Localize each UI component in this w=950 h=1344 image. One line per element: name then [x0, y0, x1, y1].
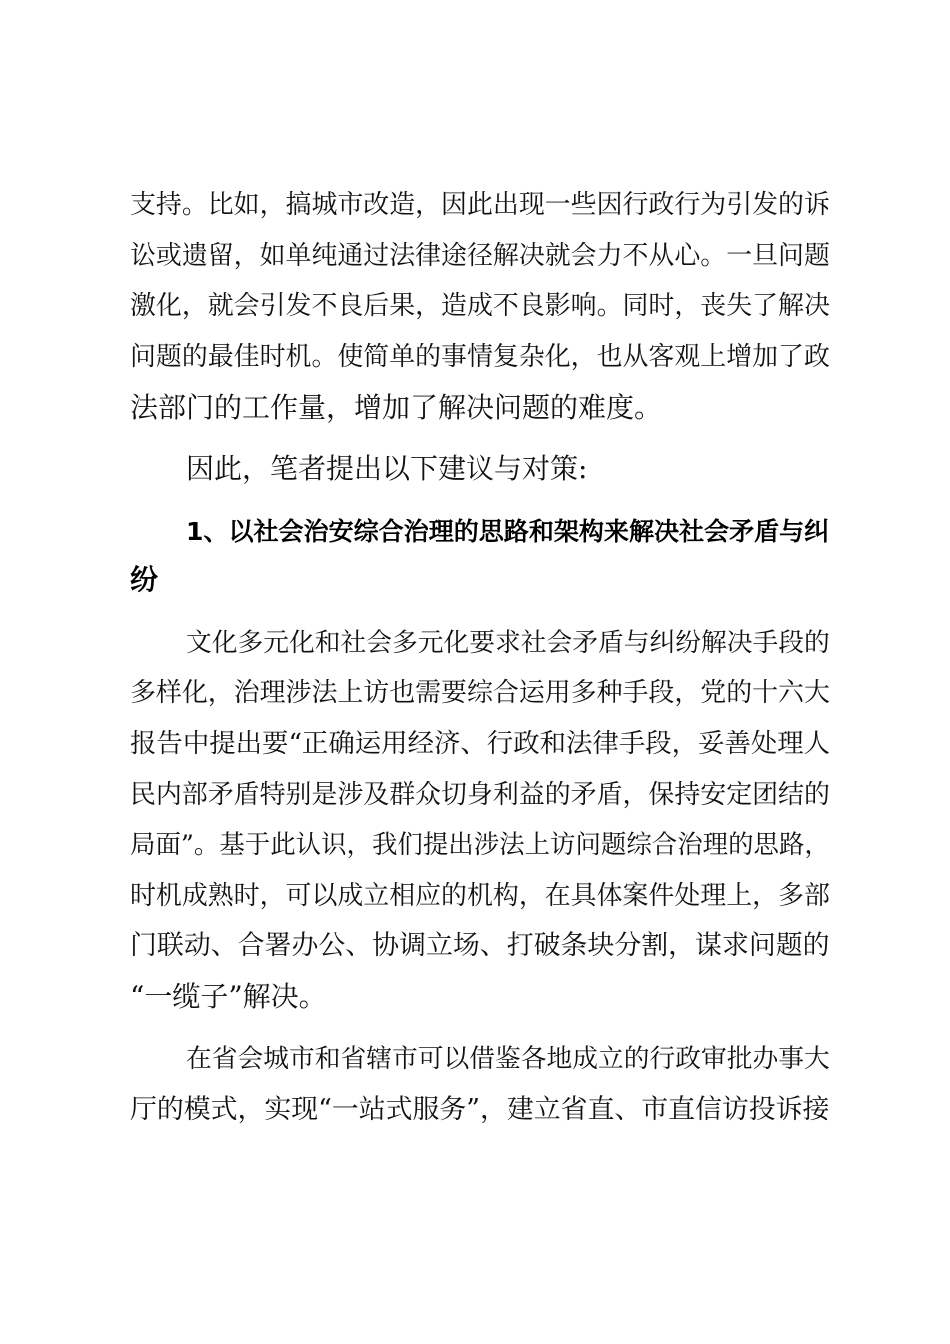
text-line: 支持。比如，搞城市改造，因此出现一些因行政行为引发的诉	[130, 190, 830, 220]
text-line: 报告中提出要“正确运用经济、行政和法律手段，妥善处理人	[130, 728, 831, 759]
text-line: 因此，笔者提出以下建议与对策:	[186, 452, 588, 485]
text-line: 法部门的工作量，增加了解决问题的难度。	[130, 391, 663, 424]
text-line: 问题的最佳时机。使简单的事情复杂化，也从客观上增加了政	[130, 342, 830, 372]
text-line: 激化，就会引发不良后果，造成不良影响。同时，丧失了解决	[130, 291, 830, 321]
text-line: 多样化，治理涉法上访也需要综合运用多种手段，党的十六大	[130, 678, 830, 708]
text-line: 民内部矛盾特别是涉及群众切身利益的矛盾，保持安定团结的	[130, 780, 830, 810]
text-line: 文化多元化和社会多元化要求社会矛盾与纠纷解决手段的	[186, 628, 830, 658]
text-line: 讼或遗留，如单纯通过法律途径解决就会力不从心。一旦问题	[130, 241, 830, 271]
text-line: 厅的模式，实现“一站式服务”，建立省直、市直信访投诉接	[130, 1094, 830, 1125]
section-heading: 1、以社会治安综合治理的思路和架构来解决社会矛盾与纠	[186, 517, 830, 546]
text-line: 时机成熟时，可以成立相应的机构，在具体案件处理上，多部	[130, 881, 830, 911]
text-line: 门联动、合署办公、协调立场、打破条块分割，谋求问题的	[130, 930, 830, 961]
text-line: “一缆子”解决。	[130, 980, 327, 1013]
text-line: 在省会城市和省辖市可以借鉴各地成立的行政审批办事大	[186, 1044, 830, 1074]
section-heading: 纷	[130, 563, 159, 596]
text-line: 局面”。基于此认识，我们提出涉法上访问题综合治理的思路，	[130, 830, 830, 860]
